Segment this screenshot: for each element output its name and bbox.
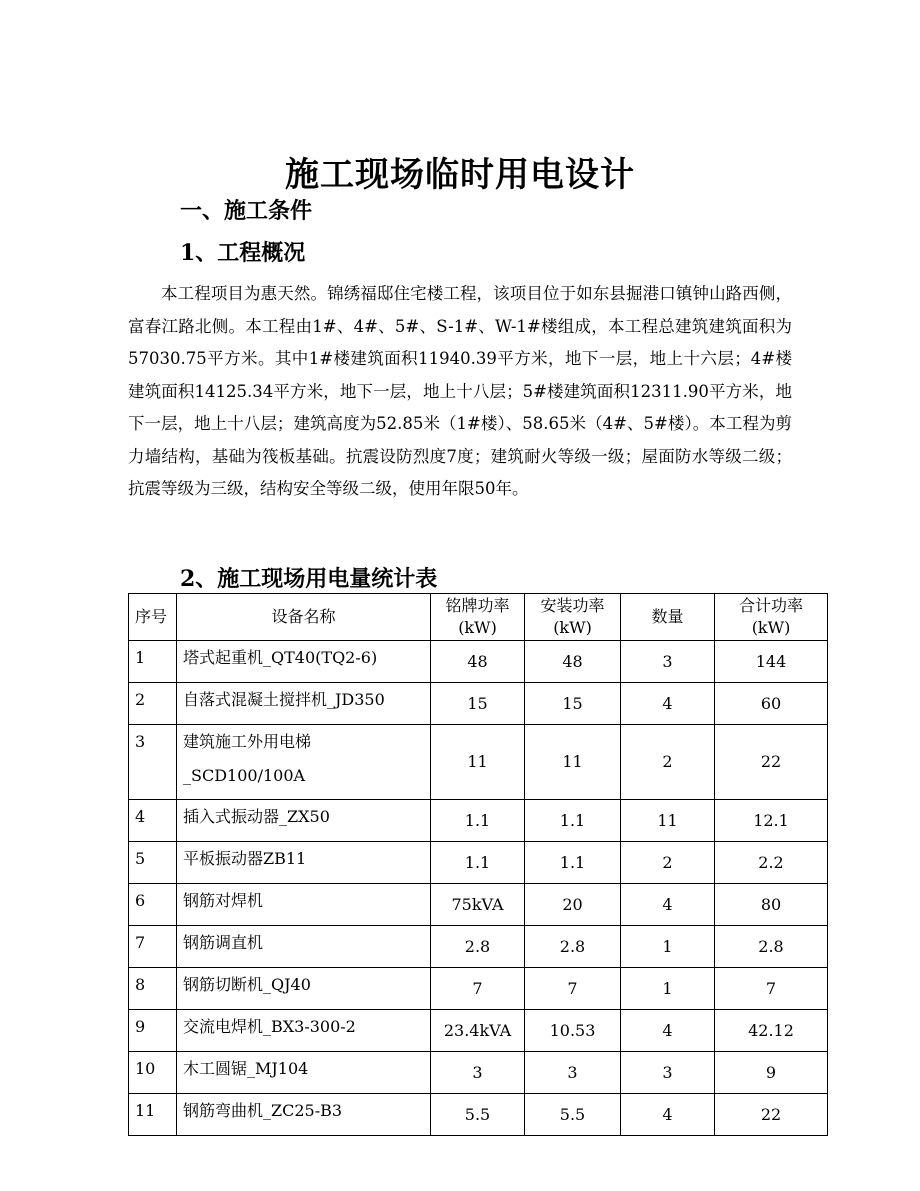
cell-name: 木工圆锯_MJ104: [177, 1052, 431, 1094]
cell-total: 2.8: [715, 926, 828, 968]
table-row: [129, 968, 828, 1010]
cell-no: 5: [129, 842, 177, 884]
cell-rated: 23.4kVA: [431, 1010, 525, 1052]
cell-name: 交流电焊机_BX3-300-2: [177, 1010, 431, 1052]
cell-total: 22: [715, 725, 828, 800]
header-installed-power: 安装功率(kW): [525, 594, 621, 641]
cell-no: 10: [129, 1052, 177, 1094]
cell-qty: 3: [621, 1052, 715, 1094]
cell-no: 6: [129, 884, 177, 926]
cell-name: 钢筋弯曲机_ZC25-B3: [177, 1094, 431, 1136]
header-rated-power: 铭牌功率(kW): [431, 594, 525, 641]
cell-name: 钢筋切断机_QJ40: [177, 968, 431, 1010]
cell-rated: 11: [431, 725, 525, 800]
cell-rated: 2.8: [431, 926, 525, 968]
table-row: [129, 1010, 828, 1052]
cell-name: 插入式振动器_ZX50: [177, 800, 431, 842]
header-no: 序号: [129, 594, 177, 641]
cell-qty: 2: [621, 725, 715, 800]
cell-installed: 10.53: [525, 1010, 621, 1052]
cell-qty: 4: [621, 1010, 715, 1052]
header-quantity: 数量: [621, 594, 715, 641]
cell-installed: 1.1: [525, 800, 621, 842]
header-name: 设备名称: [177, 594, 431, 641]
cell-qty: 4: [621, 683, 715, 725]
cell-total: 144: [715, 641, 828, 683]
table-row: [129, 926, 828, 968]
cell-total: 80: [715, 884, 828, 926]
document-title: 施工现场临时用电设计: [285, 155, 635, 195]
power-statistics-table: [128, 593, 828, 1136]
cell-total: 12.1: [715, 800, 828, 842]
cell-name: 钢筋调直机: [177, 926, 431, 968]
cell-qty: 4: [621, 884, 715, 926]
cell-no: 1: [129, 641, 177, 683]
cell-installed: 7: [525, 968, 621, 1010]
cell-no: 4: [129, 800, 177, 842]
cell-no: 3: [129, 725, 177, 800]
table-row: [129, 842, 828, 884]
cell-installed: 3: [525, 1052, 621, 1094]
cell-qty: 1: [621, 926, 715, 968]
section-heading-conditions: 一、施工条件: [180, 198, 313, 224]
cell-total: 42.12: [715, 1010, 828, 1052]
cell-installed: 15: [525, 683, 621, 725]
cell-installed: 5.5: [525, 1094, 621, 1136]
cell-name: 自落式混凝土搅拌机_JD350: [177, 683, 431, 725]
table-row: [129, 800, 828, 842]
cell-no: 11: [129, 1094, 177, 1136]
cell-installed: 11: [525, 725, 621, 800]
cell-total: 9: [715, 1052, 828, 1094]
cell-rated: 1.1: [431, 800, 525, 842]
cell-no: 2: [129, 683, 177, 725]
cell-no: 8: [129, 968, 177, 1010]
cell-installed: 20: [525, 884, 621, 926]
cell-installed: 2.8: [525, 926, 621, 968]
cell-total: 22: [715, 1094, 828, 1136]
cell-total: 7: [715, 968, 828, 1010]
cell-name: 建筑施工外用电梯_SCD100/100A: [177, 725, 431, 800]
cell-no: 9: [129, 1010, 177, 1052]
cell-qty: 1: [621, 968, 715, 1010]
table-row: [129, 884, 828, 926]
table-row: [129, 1094, 828, 1136]
cell-rated: 48: [431, 641, 525, 683]
cell-rated: 1.1: [431, 842, 525, 884]
cell-name: 平板振动器ZB11: [177, 842, 431, 884]
project-overview-paragraph: 本工程项目为惠天然。锦绣福邸住宅楼工程，该项目位于如东县掘港口镇钟山路西侧，富春江路北侧。本工程由1#、4#、5#、S-1#、W-1#楼组成，本工程总建筑建筑面积为57030.75平方米。其中1#楼建筑面积11940.39平方米，地下一层，地上十六层；4#楼建筑面积14125.34平方米，地下一层，地上十八层；5#楼建筑面积12311.90平方米，地下一层，地上十八层；建筑高度为52.85米（1#楼）、58.65米（4#、5#楼）。本工程为剪力墙结构，基础为筏板基础。抗震设防烈度7度；建筑耐火等级一级；屋面防水等级二级；抗震等级为三级，结构安全等级二级，使用年限50年。: [128, 284, 792, 498]
table-row: [129, 683, 828, 725]
cell-rated: 3: [431, 1052, 525, 1094]
cell-rated: 5.5: [431, 1094, 525, 1136]
cell-installed: 48: [525, 641, 621, 683]
table-row: [129, 1052, 828, 1094]
subsection-heading-power-table: 2、施工现场用电量统计表: [180, 566, 438, 592]
subsection-heading-overview: 1、工程概况: [180, 240, 306, 266]
cell-no: 7: [129, 926, 177, 968]
header-total-power: 合计功率(kW): [715, 594, 828, 641]
cell-qty: 3: [621, 641, 715, 683]
cell-rated: 15: [431, 683, 525, 725]
cell-installed: 1.1: [525, 842, 621, 884]
cell-total: 2.2: [715, 842, 828, 884]
table-row: [129, 725, 828, 800]
cell-name: 钢筋对焊机: [177, 884, 431, 926]
table-row: [129, 641, 828, 683]
cell-name: 塔式起重机_QT40(TQ2-6): [177, 641, 431, 683]
cell-rated: 7: [431, 968, 525, 1010]
cell-qty: 4: [621, 1094, 715, 1136]
cell-rated: 75kVA: [431, 884, 525, 926]
cell-total: 60: [715, 683, 828, 725]
table-header-row: [129, 594, 828, 641]
cell-qty: 2: [621, 842, 715, 884]
cell-qty: 11: [621, 800, 715, 842]
